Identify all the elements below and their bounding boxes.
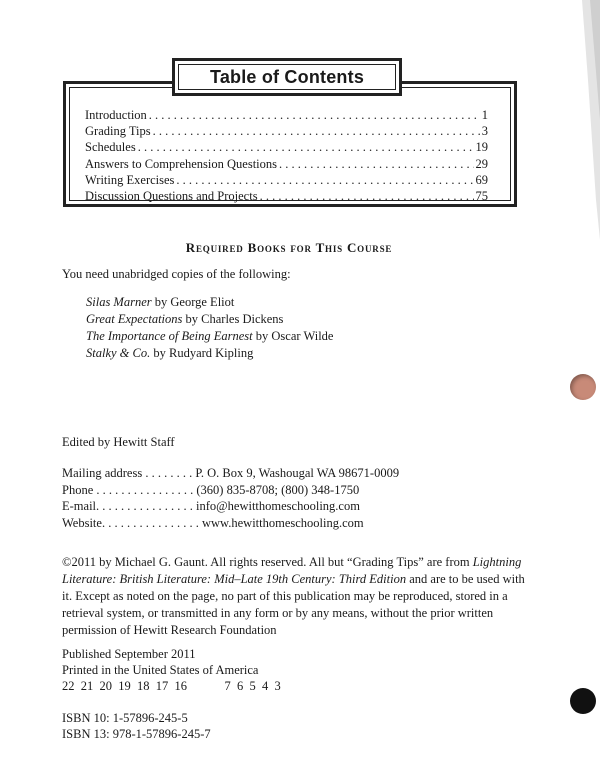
contact-value: (360) 835-8708; (800) 348-1750 (196, 482, 360, 497)
book-title: The Importance of Being Earnest (86, 329, 253, 343)
toc-leader-dots (138, 139, 474, 155)
copyright-text-rest: and are to be used with it. Except as noted on the page, no part of this publication may be reproduced, stored in a retrieval system, or transmitted in any form or by any means, without the prior written permission of Hewitt Research Foundation (62, 572, 525, 637)
isbn-10: ISBN 10: 1-57896-245-5 (62, 711, 188, 725)
toc-leader-dots (176, 172, 473, 188)
print-line: 22 21 20 19 18 17 16 7 6 5 4 3 (62, 679, 281, 693)
toc-entry-page: 3 (481, 124, 488, 139)
contact-label: Mailing address . . . . . . . . (62, 466, 196, 480)
contact-label: Phone . . . . . . . . . . . . . . . . (62, 482, 197, 497)
toc-leader-dots (260, 188, 474, 204)
book-author: by Rudyard Kipling (150, 346, 254, 360)
toc-entry-label: Writing Exercises (85, 172, 175, 187)
contact-row (62, 498, 399, 515)
toc-entry (85, 139, 488, 155)
toc-entry-page: 29 (475, 156, 488, 171)
book-author: by Charles Dickens (182, 312, 284, 326)
toc-entry (85, 188, 488, 204)
edited-by: Edited by Hewitt Staff (62, 435, 175, 449)
contact-label: Website. . . . . . . . . . . . . . . . (62, 515, 202, 530)
toc-leader-dots (153, 123, 480, 139)
contact-row (62, 465, 399, 482)
toc-entry-page: 69 (475, 172, 488, 187)
toc-entry-page: 75 (475, 188, 488, 203)
list-item (86, 345, 333, 362)
copyright-book-title: Lightning Literature: British Literature: Mid–Late 19th Century: Third Edition (62, 555, 522, 586)
book-author: by George Eliot (151, 295, 235, 309)
contact-info (62, 465, 399, 531)
toc-entry-label: Answers to Comprehension Questions (85, 156, 277, 171)
toc-entry (85, 107, 488, 123)
toc-list (85, 107, 488, 204)
toc-entry-page: 1 (481, 108, 488, 122)
toc-entry (85, 172, 488, 188)
contact-value: P. O. Box 9, Washougal WA 98671-0009 (195, 466, 400, 480)
contact-value: www.hewitthomeschooling.com (201, 515, 364, 530)
contact-label: E-mail. . . . . . . . . . . . . . . . (62, 499, 197, 513)
punch-hole (570, 688, 596, 714)
toc-entry-label: Discussion Questions and Projects (85, 188, 258, 203)
required-books-heading: Required Books for This Course (185, 240, 393, 255)
printed-in: Printed in the United States of America (62, 663, 259, 677)
book-title: Stalky & Co. (86, 346, 151, 360)
book-title: Great Expectations (86, 312, 183, 326)
contact-row (62, 482, 399, 499)
book-title: Silas Marner (86, 295, 152, 309)
toc-leader-dots (149, 107, 480, 123)
book-author: by Oscar Wilde (252, 329, 334, 343)
toc-entry-label: Schedules (85, 140, 136, 155)
published-date: Published September 2011 (62, 647, 196, 661)
list-item (86, 328, 333, 345)
list-item (86, 294, 333, 311)
toc-entry-label: Introduction (85, 108, 147, 122)
toc-entry-page: 19 (475, 140, 488, 155)
isbn-13: ISBN 13: 978-1-57896-245-7 (62, 727, 211, 741)
required-books-intro: You need unabridged copies of the following: (62, 267, 291, 281)
list-item (86, 311, 333, 328)
contact-value: info@hewitthomeschooling.com (196, 499, 360, 513)
toc-entry (85, 123, 488, 139)
toc-entry (85, 156, 488, 172)
copyright-notice (62, 554, 532, 639)
toc-title: Table of Contents (172, 58, 402, 96)
toc-entry-label: Grading Tips (85, 124, 151, 139)
book-list (86, 294, 333, 362)
punch-hole (570, 374, 596, 400)
toc-leader-dots (279, 156, 474, 172)
paper-edge-shadow (572, 0, 600, 240)
copyright-text: ©2011 by Michael G. Gaunt. All rights reserved. All but “Grading Tips” are from (62, 555, 473, 569)
contact-row (62, 515, 399, 532)
